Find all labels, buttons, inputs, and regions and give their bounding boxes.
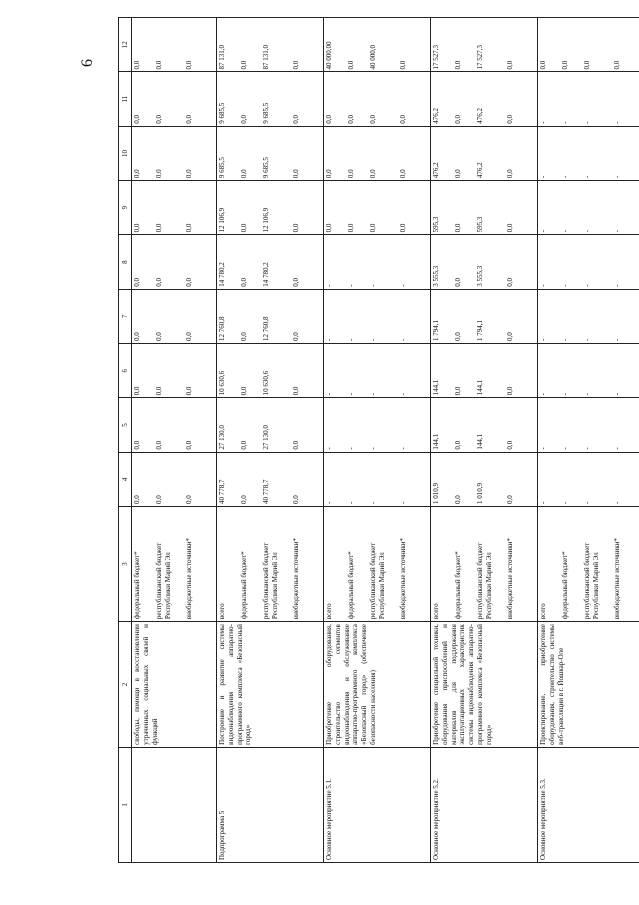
value-column-8 — [538, 235, 639, 289]
value-column-12 — [217, 18, 324, 72]
funding-source: федеральный бюджет* — [133, 551, 141, 620]
value-cell: 9 685,5 — [218, 102, 226, 124]
value-cell: 0,0 — [155, 386, 163, 396]
header-cell: 5 — [119, 398, 132, 452]
value-cell: 0,0 — [506, 277, 514, 287]
value-cell: 0,0 — [155, 169, 163, 179]
funding-source: всего — [432, 603, 440, 620]
value-cell: - — [561, 447, 569, 450]
value-cell: - — [399, 447, 407, 450]
page-number: 6 — [79, 59, 96, 67]
value-column-10 — [324, 126, 431, 180]
row-code: Основное мероприятие 5.3. — [538, 747, 639, 862]
value-cell: - — [347, 501, 355, 504]
value-column-6 — [431, 344, 538, 398]
value-cell: - — [325, 284, 333, 287]
value-cell: - — [613, 338, 621, 342]
value-cell: - — [583, 447, 591, 450]
funding-source: внебюджетные источники* — [185, 537, 193, 620]
value-cell: 27 130,0 — [262, 425, 270, 450]
value-column-7 — [431, 289, 538, 343]
value-cell: 0,0 — [347, 115, 355, 124]
value-cell: 0,0 — [133, 386, 141, 396]
row-name: Построение и развитие системы видеонаблюдения аппаратно-программного комплекса «Безопасный город» — [217, 622, 324, 748]
value-cell: 40 000,0 — [369, 44, 377, 70]
value-cell: 0,0 — [133, 277, 141, 287]
value-cell: 0,0 — [133, 332, 141, 342]
value-cell: - — [583, 230, 591, 233]
source-list — [538, 506, 639, 621]
value-cell: 14 780,2 — [262, 262, 270, 287]
value-cell: 476,2 — [476, 162, 484, 179]
value-cell: 1 794,1 — [432, 320, 440, 342]
value-cell: 0,0 — [292, 495, 300, 504]
value-cell: 476,2 — [432, 108, 440, 124]
value-column-4 — [538, 452, 639, 506]
value-cell: 595,3 — [432, 216, 440, 233]
value-cell: 87 131,0 — [262, 44, 270, 70]
value-column-4 — [324, 452, 431, 506]
value-cell: 0,0 — [155, 223, 163, 233]
value-column-10 — [538, 126, 639, 180]
value-cell: 0,0 — [185, 60, 193, 70]
table-row — [217, 18, 324, 863]
value-cell: - — [561, 230, 569, 233]
table-header — [119, 18, 132, 863]
value-cell: - — [583, 175, 591, 179]
value-cell: - — [325, 447, 333, 450]
funding-source: всего — [218, 603, 226, 620]
value-cell: - — [369, 338, 377, 342]
funding-source: внебюджетные источники* — [613, 537, 621, 620]
value-column-8 — [324, 235, 431, 289]
value-cell: 0,0 — [240, 60, 248, 70]
funding-source: внебюджетные источники* — [292, 537, 300, 620]
source-list — [431, 506, 538, 621]
value-cell: 0,0 — [539, 60, 547, 70]
value-cell: - — [613, 447, 621, 450]
value-cell: 1 794,1 — [476, 320, 484, 342]
value-cell: 12 106,9 — [218, 207, 226, 233]
value-cell: 0,0 — [185, 440, 193, 450]
value-column-9 — [538, 181, 639, 235]
row-code — [132, 747, 217, 862]
value-cell: 0,0 — [155, 332, 163, 342]
value-cell: - — [347, 447, 355, 450]
value-cell: 0,0 — [133, 169, 141, 179]
value-cell: 27 130,0 — [218, 425, 226, 450]
value-cell: - — [561, 393, 569, 396]
value-column-7 — [324, 289, 431, 343]
funding-source: республиканский бюджет Республики Марий Эл — [369, 542, 386, 620]
value-cell: 0,0 — [292, 169, 300, 179]
value-cell: 0,0 — [240, 332, 248, 342]
value-cell: - — [583, 338, 591, 342]
value-cell: - — [399, 393, 407, 396]
value-cell: 0,0 — [155, 277, 163, 287]
value-cell: 0,0 — [292, 440, 300, 450]
value-cell: 144,1 — [476, 379, 484, 396]
value-cell: 0,0 — [155, 495, 163, 504]
value-cell: 0,0 — [240, 440, 248, 450]
value-column-9 — [217, 181, 324, 235]
value-cell: - — [539, 175, 547, 179]
value-cell: 0,0 — [292, 60, 300, 70]
value-cell: 0,0 — [133, 60, 141, 70]
value-cell: - — [369, 447, 377, 450]
value-cell: 12 760,8 — [218, 316, 226, 342]
value-cell: 0,0 — [325, 223, 333, 233]
value-cell: 0,0 — [185, 495, 193, 504]
header-cell: 11 — [119, 72, 132, 126]
value-cell: 0,0 — [454, 169, 462, 179]
funding-source: республиканский бюджет Республики Марий Эл — [262, 542, 279, 620]
funding-source: федеральный бюджет* — [240, 551, 248, 620]
value-column-6 — [538, 344, 639, 398]
value-cell: 0,0 — [325, 169, 333, 179]
value-cell: 0,0 — [240, 277, 248, 287]
value-cell: 0,0 — [399, 223, 407, 233]
funding-source: республиканский бюджет Республики Марий Эл — [583, 542, 600, 620]
value-column-5 — [431, 398, 538, 452]
value-column-8 — [132, 235, 217, 289]
value-cell: - — [539, 501, 547, 504]
value-cell: - — [539, 393, 547, 396]
value-cell: 14 780,2 — [218, 262, 226, 287]
value-column-9 — [132, 181, 217, 235]
value-column-4 — [217, 452, 324, 506]
value-cell: 0,0 — [185, 277, 193, 287]
value-cell: 0,0 — [369, 169, 377, 179]
value-column-5 — [217, 398, 324, 452]
funding-source: республиканский бюджет Республики Марий Эл — [155, 542, 172, 620]
value-column-12 — [324, 18, 431, 72]
value-column-12 — [431, 18, 538, 72]
value-cell: 87 131,0 — [218, 44, 226, 70]
value-cell: 476,2 — [432, 162, 440, 179]
value-cell: - — [613, 501, 621, 504]
value-column-9 — [324, 181, 431, 235]
value-cell: 0,0 — [155, 440, 163, 450]
value-cell: - — [325, 393, 333, 396]
row-name: Проектирование, приобретение оборудования, строительство системы веб-трансляции в г. Йошкар-Оле — [538, 622, 639, 748]
value-cell: - — [539, 230, 547, 233]
value-cell: 0,0 — [347, 223, 355, 233]
value-cell: - — [539, 284, 547, 287]
value-column-11 — [324, 72, 431, 126]
value-cell: - — [325, 338, 333, 342]
value-cell: 40 778,7 — [218, 479, 226, 504]
value-cell: 9 685,5 — [262, 102, 270, 124]
value-cell: 9 685,5 — [262, 157, 270, 179]
header-cell: 12 — [119, 18, 132, 72]
value-cell: 0,0 — [399, 115, 407, 124]
value-cell: - — [399, 501, 407, 504]
value-cell: - — [399, 284, 407, 287]
value-cell: - — [369, 284, 377, 287]
value-cell: 0,0 — [454, 440, 462, 450]
header-cell: 9 — [119, 181, 132, 235]
value-cell: 0,0 — [133, 440, 141, 450]
value-column-10 — [431, 126, 538, 180]
value-cell: 0,0 — [292, 277, 300, 287]
value-column-5 — [324, 398, 431, 452]
value-cell: 0,0 — [292, 332, 300, 342]
value-cell: - — [561, 338, 569, 342]
value-cell: - — [583, 501, 591, 504]
row-name: Приобретение оборудования, строительство сегментов видеонаблюдения и обслуживание аппаратно-программного комплекса «Безопасный город» (обеспечение безопасности населения) — [324, 622, 431, 748]
table-row — [431, 18, 538, 863]
value-column-12 — [538, 18, 639, 72]
value-cell: 0,0 — [506, 332, 514, 342]
value-column-6 — [217, 344, 324, 398]
value-cell: 0,0 — [506, 495, 514, 504]
value-cell: - — [583, 393, 591, 396]
header-cell: 10 — [119, 126, 132, 180]
value-column-6 — [132, 344, 217, 398]
value-cell: 17 527,3 — [432, 44, 440, 70]
table-row — [324, 18, 431, 863]
funding-source: федеральный бюджет* — [454, 551, 462, 620]
value-cell: 0,0 — [347, 169, 355, 179]
header-cell: 1 — [119, 747, 132, 862]
value-cell: 0,0 — [240, 115, 248, 124]
value-column-9 — [431, 181, 538, 235]
value-cell: 0,0 — [506, 386, 514, 396]
value-cell: 10 630,6 — [262, 370, 270, 396]
value-column-6 — [324, 344, 431, 398]
value-cell: - — [399, 338, 407, 342]
value-cell: - — [613, 121, 621, 124]
value-cell: 0,0 — [240, 495, 248, 504]
value-cell: 3 555,3 — [432, 265, 440, 287]
value-cell: 0,0 — [155, 115, 163, 124]
value-cell: 0,0 — [185, 169, 193, 179]
value-cell: - — [347, 338, 355, 342]
source-list — [132, 506, 217, 621]
value-column-10 — [132, 126, 217, 180]
value-cell: 12 760,8 — [262, 316, 270, 342]
value-column-5 — [132, 398, 217, 452]
header-cell: 8 — [119, 235, 132, 289]
value-cell: 0,0 — [506, 115, 514, 124]
value-cell: 1 010,9 — [432, 482, 440, 504]
value-column-4 — [132, 452, 217, 506]
source-list — [324, 506, 431, 621]
value-cell: - — [539, 121, 547, 124]
value-cell: 0,0 — [583, 60, 591, 70]
value-cell: - — [613, 230, 621, 233]
row-name: свободы, помощи в восстановлении утраченных социальных связей и функций — [132, 622, 217, 748]
value-cell: 0,0 — [240, 169, 248, 179]
value-column-7 — [538, 289, 639, 343]
funding-source: всего — [539, 603, 547, 620]
row-code: Подпрограмма 5 — [217, 747, 324, 862]
value-cell: 0,0 — [369, 223, 377, 233]
budget-table — [118, 17, 639, 863]
value-column-11 — [431, 72, 538, 126]
value-cell: - — [583, 284, 591, 287]
header-cell: 2 — [119, 622, 132, 748]
value-cell: 0,0 — [292, 223, 300, 233]
value-cell: 144,1 — [432, 433, 440, 450]
row-code: Основное мероприятие 5.2. — [431, 747, 538, 862]
value-cell: 0,0 — [506, 60, 514, 70]
value-column-7 — [132, 289, 217, 343]
value-cell: 0,0 — [506, 169, 514, 179]
value-cell: 0,0 — [454, 386, 462, 396]
value-cell: 1 010,9 — [476, 482, 484, 504]
value-column-10 — [217, 126, 324, 180]
value-cell: - — [325, 501, 333, 504]
value-cell: 0,0 — [454, 277, 462, 287]
value-cell: 9 685,5 — [218, 157, 226, 179]
value-cell: - — [561, 284, 569, 287]
funding-source: внебюджетные источники* — [399, 537, 407, 620]
row-code: Основное мероприятие 5.1. — [324, 747, 431, 862]
value-cell: - — [613, 284, 621, 287]
value-column-12 — [132, 18, 217, 72]
value-cell: 12 106,9 — [262, 207, 270, 233]
value-cell: 144,1 — [476, 433, 484, 450]
funding-source: федеральный бюджет* — [347, 551, 355, 620]
value-column-7 — [217, 289, 324, 343]
value-cell: 40 000,00 — [325, 41, 333, 70]
value-cell: - — [583, 121, 591, 124]
value-cell: - — [347, 284, 355, 287]
value-column-8 — [431, 235, 538, 289]
value-cell: 595,3 — [476, 216, 484, 233]
value-cell: - — [561, 501, 569, 504]
value-cell: 0,0 — [347, 60, 355, 70]
value-cell: 0,0 — [454, 60, 462, 70]
value-cell: 0,0 — [369, 115, 377, 124]
funding-source: федеральный бюджет* — [561, 551, 569, 620]
value-cell: 3 555,3 — [476, 265, 484, 287]
value-cell: 0,0 — [240, 223, 248, 233]
value-cell: 0,0 — [399, 169, 407, 179]
value-cell: 0,0 — [185, 386, 193, 396]
header-cell: 3 — [119, 506, 132, 621]
value-column-11 — [538, 72, 639, 126]
value-cell: - — [613, 175, 621, 179]
funding-source: всего — [325, 603, 333, 620]
value-cell: 0,0 — [454, 223, 462, 233]
funding-source: внебюджетные источники* — [506, 537, 514, 620]
value-cell: 0,0 — [613, 60, 621, 70]
row-name: Приобретение специальной техники, оборудования приспособлений и материалов для поддержания эксплуатационных характеристик системы видеонаблюдения аппаратно-программного комплекса «Безопасный город» — [431, 622, 538, 748]
value-cell: 0,0 — [185, 332, 193, 342]
value-cell: 0,0 — [454, 495, 462, 504]
value-cell: 0,0 — [133, 495, 141, 504]
value-column-11 — [217, 72, 324, 126]
value-cell: 0,0 — [133, 223, 141, 233]
value-cell: 0,0 — [454, 115, 462, 124]
value-column-11 — [132, 72, 217, 126]
funding-source: республиканский бюджет Республики Марий Эл — [476, 542, 493, 620]
value-cell: 0,0 — [506, 440, 514, 450]
value-cell: 0,0 — [292, 115, 300, 124]
header-cell: 4 — [119, 452, 132, 506]
value-cell: - — [561, 121, 569, 124]
value-cell: 0,0 — [325, 115, 333, 124]
value-cell: - — [539, 447, 547, 450]
source-list — [217, 506, 324, 621]
value-cell: - — [347, 393, 355, 396]
value-cell: 0,0 — [561, 60, 569, 70]
table-row — [538, 18, 639, 863]
value-cell: 17 527,3 — [476, 44, 484, 70]
value-cell: 0,0 — [185, 223, 193, 233]
value-cell: 0,0 — [133, 115, 141, 124]
value-cell: 0,0 — [155, 60, 163, 70]
value-cell: - — [369, 501, 377, 504]
value-cell: 40 778,7 — [262, 479, 270, 504]
value-cell: 0,0 — [240, 386, 248, 396]
value-column-8 — [217, 235, 324, 289]
value-cell: 144,1 — [432, 379, 440, 396]
header-cell: 6 — [119, 344, 132, 398]
value-column-4 — [431, 452, 538, 506]
value-cell: - — [613, 393, 621, 396]
value-cell: 0,0 — [506, 223, 514, 233]
table-body — [132, 18, 639, 863]
value-cell: 476,2 — [476, 108, 484, 124]
value-cell: - — [561, 175, 569, 179]
value-cell: - — [369, 393, 377, 396]
value-cell: 0,0 — [454, 332, 462, 342]
value-cell: 0,0 — [399, 60, 407, 70]
value-cell: 0,0 — [292, 386, 300, 396]
header-cell: 7 — [119, 289, 132, 343]
value-cell: 10 630,6 — [218, 370, 226, 396]
value-column-5 — [538, 398, 639, 452]
table-row — [132, 18, 217, 863]
value-cell: 0,0 — [185, 115, 193, 124]
value-cell: - — [539, 338, 547, 342]
